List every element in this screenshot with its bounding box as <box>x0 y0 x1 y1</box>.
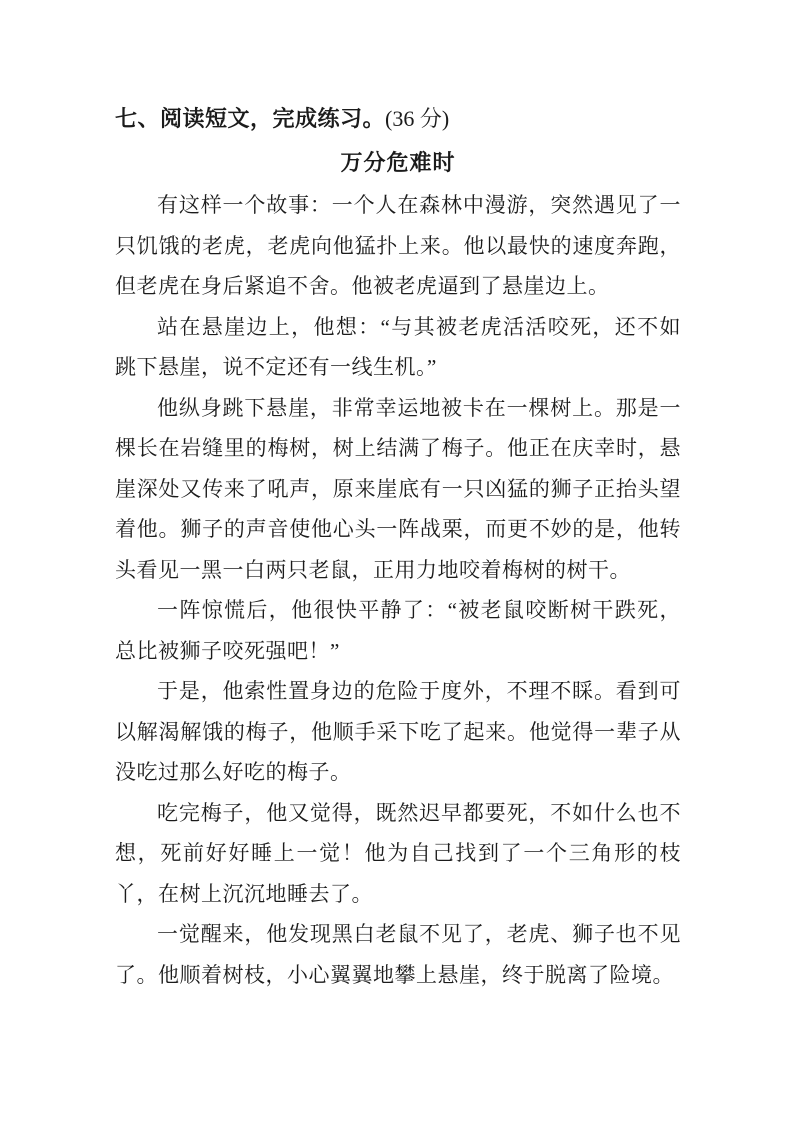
passage-paragraph: 他纵身跳下悬崖，非常幸运地被卡在一棵树上。那是一棵长在岩缝里的梅树，树上结满了梅子。他正在庆幸时，悬崖深处又传来了吼声，原来崖底有一只凶猛的狮子正抬头望着他。狮子的声音使他心头一阵战栗，而更不妙的是，他转头看见一黑一白两只老鼠，正用力地咬着梅树的树干。 <box>115 395 681 582</box>
section-heading-row <box>115 105 681 133</box>
passage-paragraph: 有这样一个故事：一个人在森林中漫游，突然遇见了一只饥饿的老虎，老虎向他猛扑上来。他以最快的速度奔跑，但老虎在身后紧追不舍。他被老虎逼到了悬崖边上。 <box>115 193 681 298</box>
passage-paragraph: 一觉醒来，他发现黑白老鼠不见了，老虎、狮子也不见了。他顺着树枝，小心翼翼地攀上悬崖，终于脱离了险境。 <box>115 922 681 987</box>
section-score: (36 分) <box>385 106 450 131</box>
section-heading: 七、阅读短文，完成练习。 <box>115 106 386 131</box>
passage-paragraph: 于是，他索性置身边的危险于度外，不理不睬。看到可以解渴解饿的梅子，他顺手采下吃了起来。他觉得一辈子从没吃过那么好吃的梅子。 <box>115 679 681 784</box>
passage-body <box>115 185 681 995</box>
passage-title: 万分危难时 <box>340 150 456 175</box>
passage-paragraph: 一阵惊慌后，他很快平静了：“被老鼠咬断树干跌死，总比被狮子咬死强吧！” <box>115 598 681 663</box>
passage-paragraph: 吃完梅子，他又觉得，既然迟早都要死，不如什么也不想，死前好好睡上一觉！他为自己找到了一个三角形的枝丫，在树上沉沉地睡去了。 <box>115 800 681 906</box>
passage-paragraph: 站在悬崖边上，他想：“与其被老虎活活咬死，还不如跳下悬崖，说不定还有一线生机。” <box>115 314 681 379</box>
